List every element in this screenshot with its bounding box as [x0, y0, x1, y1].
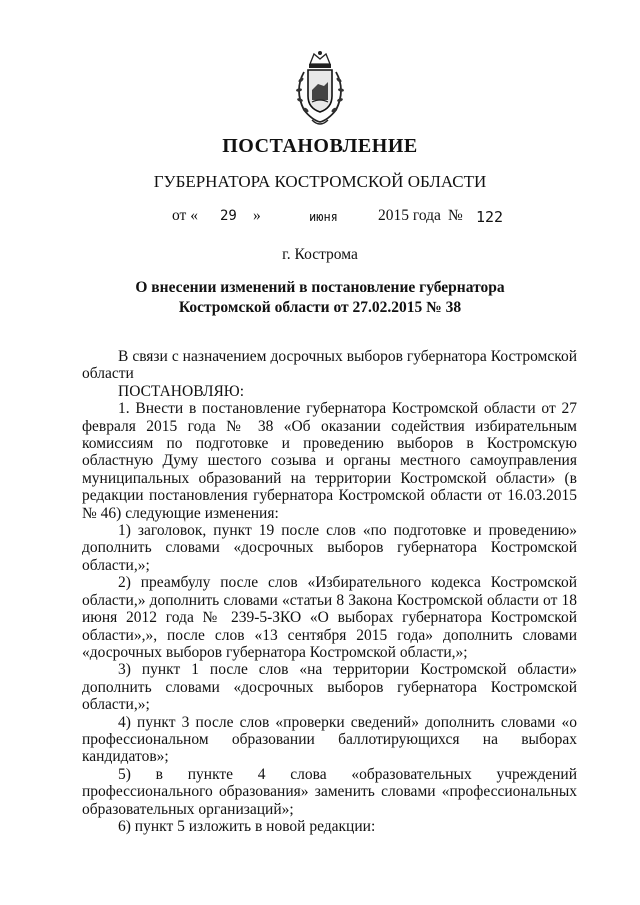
- date-day: 29: [220, 208, 237, 224]
- subitem-6-paragraph: 6) пункт 5 изложить в новой редакции:: [118, 817, 376, 835]
- document-heading: [0, 278, 640, 318]
- coat-of-arms-icon: [288, 50, 352, 130]
- subitem-1-paragraph: 1) заголовок, пункт 19 после слов «по подготовке и проведению» дополнить словами «досрочных выборов губернатора Костромской области,»;: [82, 522, 577, 574]
- date-day-close: »: [253, 207, 261, 224]
- issuing-authority: ГУБЕРНАТОРА КОСТРОМСКОЙ ОБЛАСТИ: [153, 172, 487, 191]
- heading-line-1: О внесении изменений в постановление губернатора: [135, 279, 505, 296]
- document-body: [82, 348, 577, 835]
- city-line: г. Кострома: [282, 246, 358, 263]
- document-number: 122: [476, 208, 504, 226]
- date-month: июня: [309, 210, 338, 224]
- decree-word: ПОСТАНОВЛЯЮ:: [118, 382, 245, 400]
- date-line: [0, 207, 640, 231]
- subitem-5-paragraph: 5) в пункте 4 слова «образовательных учреждений профессионального образования» заменить словами «профессиональных образовательных организаций»;: [82, 765, 577, 818]
- heading-line-2: Костромской области от 27.02.2015 № 38: [178, 299, 462, 316]
- number-sign: №: [448, 207, 463, 224]
- item-1-paragraph: 1. Внести в постановление губернатора Костромской области от 27 февраля 2015 года № 38 «Об оказании содействия избирательным комиссиям по подготовке и проведению выборов в Костромскую областную Думу шестого созыва и органы местного самоуправления муниципальных образований на территории Костромской области» (в редакции постановления губернатора Костромской области от 16.03.2015 № 46) следующие изменения:: [82, 400, 577, 522]
- date-year: 2015 года: [378, 207, 441, 224]
- subitem-3-paragraph: 3) пункт 1 после слов «на территории Костромской области» дополнить словами «досрочных выборов губернатора Костромской области,»;: [82, 661, 577, 714]
- document-title: ПОСТАНОВЛЕНИЕ: [222, 135, 418, 157]
- subitem-4-paragraph: 4) пункт 3 после слов «проверки сведений» дополнить словами «о профессиональном образовании баллотирующихся на выборах кандидатов»;: [82, 713, 577, 766]
- intro-paragraph: В связи с назначением досрочных выборов губернатора Костромской области: [82, 348, 577, 383]
- date-prefix: от «: [172, 207, 198, 224]
- subitem-2-paragraph: 2) преамбулу после слов «Избирательного кодекса Костромской области,» дополнить словами «статьи 8 Закона Костромской области от 18 июня 2012 года № 239-5-ЗКО «О выборах губернатора Костромской области»,», после слов «13 сентября 2015 года» дополнить словами «досрочных выборов губернатора Костромской области,»;: [82, 574, 577, 661]
